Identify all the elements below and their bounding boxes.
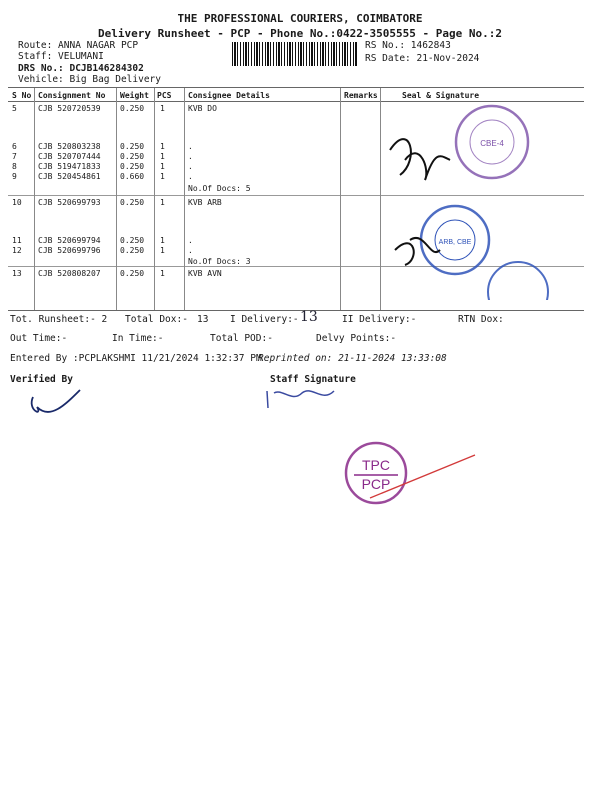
document-title: THE PROFESSIONAL COURIERS, COIMBATORE bbox=[177, 12, 423, 25]
row-pcs: 1 bbox=[160, 246, 165, 255]
in-time-label: In Time:- bbox=[112, 333, 164, 344]
col-divider bbox=[116, 88, 117, 310]
col-header-remarks: Remarks bbox=[344, 91, 378, 100]
row-consignment: CJB 520699793 bbox=[38, 198, 101, 207]
total-dox-label: Total Dox:- bbox=[125, 314, 188, 325]
row-weight: 0.250 bbox=[120, 142, 145, 151]
drs-number: DRS No.: DCJB146284302 bbox=[18, 63, 144, 74]
tpc-pcp-stamp bbox=[340, 440, 480, 510]
col-divider bbox=[184, 88, 185, 310]
total-runsheet: Tot. Runsheet:- 2 bbox=[10, 314, 108, 325]
ii-delivery-label: II Delivery:- bbox=[342, 314, 417, 325]
row-details: KVB DO bbox=[188, 104, 217, 113]
col-header-weight: Weight bbox=[120, 91, 149, 100]
rs-number: RS No.: 1462843 bbox=[365, 40, 451, 51]
signature-1 bbox=[390, 139, 450, 180]
row-sno: 10 bbox=[12, 198, 22, 207]
row-details: KVB AVN bbox=[188, 269, 222, 278]
out-time-label: Out Time:- bbox=[10, 333, 68, 344]
row-sno: 12 bbox=[12, 246, 22, 255]
vehicle-label: Vehicle: Big Bag Delivery bbox=[18, 74, 161, 85]
row-weight: 0.250 bbox=[120, 152, 145, 161]
row-pcs: 1 bbox=[160, 162, 165, 171]
total-pod-label: Total POD:- bbox=[210, 333, 273, 344]
row-weight: 0.250 bbox=[120, 269, 145, 278]
row-consignment: CJB 520454861 bbox=[38, 172, 101, 181]
signature-2 bbox=[395, 238, 440, 265]
document-subtitle: Delivery Runsheet - PCP - Phone No.:0422-3505555 - Page No.:2 bbox=[98, 27, 502, 40]
row-details: . bbox=[188, 246, 193, 255]
route-label: Route: ANNA NAGAR PCP bbox=[18, 40, 139, 51]
stamp-cbe-text: CBE-4 bbox=[480, 139, 504, 148]
row-consignment: CJB 520808207 bbox=[38, 269, 101, 278]
rs-date: RS Date: 21-Nov-2024 bbox=[365, 53, 480, 64]
row-consignment: CJB 520699794 bbox=[38, 236, 101, 245]
row-sno: 13 bbox=[12, 269, 22, 278]
staff-signature bbox=[262, 383, 342, 413]
col-divider bbox=[340, 88, 341, 310]
row-sno: 11 bbox=[12, 236, 22, 245]
col-header-consignment: Consignment No bbox=[38, 91, 106, 100]
row-details: . bbox=[188, 162, 193, 171]
row-details: . bbox=[188, 142, 193, 151]
i-delivery-label: I Delivery:- bbox=[230, 314, 299, 325]
col-divider bbox=[154, 88, 155, 310]
col-header-pcs: PCS bbox=[157, 91, 172, 100]
row-pcs: 1 bbox=[160, 269, 165, 278]
docs-count: No.Of Docs: 5 bbox=[188, 184, 251, 193]
row-weight: 0.250 bbox=[120, 236, 145, 245]
docs-count: No.Of Docs: 3 bbox=[188, 257, 251, 266]
table-top-rule bbox=[8, 87, 584, 88]
row-details: . bbox=[188, 152, 193, 161]
row-consignment: CJB 520699796 bbox=[38, 246, 101, 255]
row-details: . bbox=[188, 172, 193, 181]
row-details: . bbox=[188, 236, 193, 245]
row-weight: 0.660 bbox=[120, 172, 145, 181]
tpc-text: TPC bbox=[362, 457, 390, 473]
row-pcs: 1 bbox=[160, 142, 165, 151]
col-header-consignee: Consignee Details bbox=[188, 91, 270, 100]
row-pcs: 1 bbox=[160, 152, 165, 161]
entered-by: Entered By :PCPLAKSHMI 11/21/2024 1:32:37 PM bbox=[10, 353, 262, 364]
col-header-sno: S No bbox=[12, 91, 32, 100]
row-consignment: CJB 520803238 bbox=[38, 142, 101, 151]
row-sno: 6 bbox=[12, 142, 17, 151]
row-consignment: CJB 520720539 bbox=[38, 104, 101, 113]
total-dox-value: 13 bbox=[197, 314, 209, 325]
i-delivery-handwritten: 13 bbox=[300, 309, 318, 325]
pcp-text: PCP bbox=[361, 476, 391, 492]
delvy-points-label: Delvy Points:- bbox=[316, 333, 397, 344]
col-header-seal: Seal & Signature bbox=[402, 91, 480, 100]
row-pcs: 1 bbox=[160, 236, 165, 245]
row-pcs: 1 bbox=[160, 104, 165, 113]
row-details: KVB ARB bbox=[188, 198, 222, 207]
row-sno: 7 bbox=[12, 152, 17, 161]
table-bottom-rule bbox=[8, 310, 584, 311]
row-pcs: 1 bbox=[160, 172, 165, 181]
verifier-signature bbox=[25, 385, 85, 425]
row-sno: 5 bbox=[12, 104, 17, 113]
row-sno: 8 bbox=[12, 162, 17, 171]
staff-label: Staff: VELUMANI bbox=[18, 51, 104, 62]
row-pcs: 1 bbox=[160, 198, 165, 207]
rtn-dox-label: RTN Dox: bbox=[458, 314, 504, 325]
stamp-arb-text: ARB, CBE bbox=[438, 239, 472, 246]
row-weight: 0.250 bbox=[120, 162, 145, 171]
reprinted-on: Reprinted on: 21-11-2024 13:33:08 bbox=[258, 353, 447, 364]
verified-by-label: Verified By bbox=[10, 374, 73, 385]
row-weight: 0.250 bbox=[120, 198, 145, 207]
row-sno: 9 bbox=[12, 172, 17, 181]
col-divider bbox=[34, 88, 35, 310]
staff-signature-label: Staff Signature bbox=[270, 374, 356, 385]
row-consignment: CJB 520707444 bbox=[38, 152, 101, 161]
barcode bbox=[232, 42, 358, 66]
seal-signature-area bbox=[380, 100, 550, 300]
row-weight: 0.250 bbox=[120, 246, 145, 255]
kvb-seal-stamp-3 bbox=[488, 262, 548, 300]
row-consignment: CJB 519471833 bbox=[38, 162, 101, 171]
row-weight: 0.250 bbox=[120, 104, 145, 113]
